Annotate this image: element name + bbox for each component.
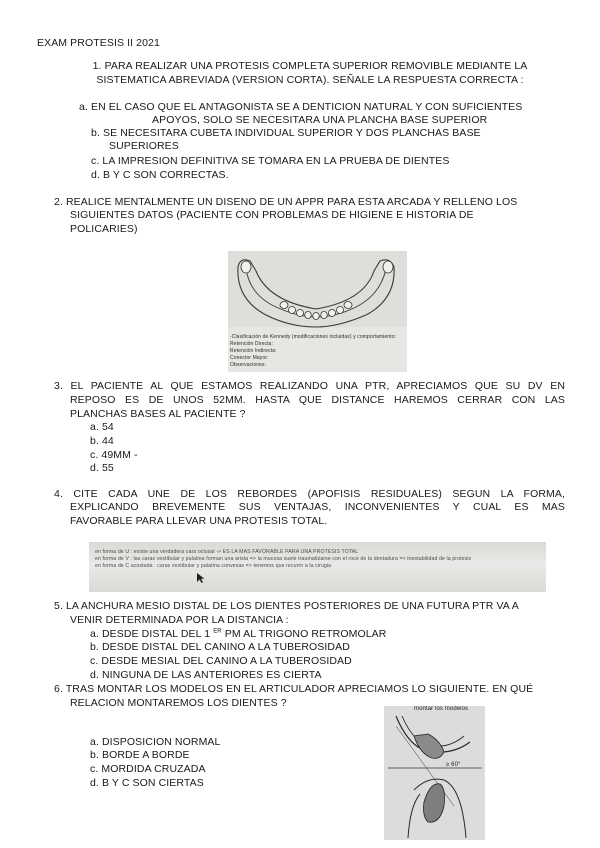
question-5-option-c: c. DESDE MESIAL DEL CANINO A LA TUBEROSIDAD [90,655,352,667]
direct-retention-field: Retención Directa: [230,341,273,347]
question-6-line-1: 6. TRAS MONTAR LOS MODELOS EN EL ARTICULADOR APRECIAMOS LO SIGUIENTE. EN QUÉ [54,683,534,695]
question-6-line-2: RELACION MONTAREMOS LOS DIENTES ? [70,697,287,709]
crossbite-section-drawing [384,706,485,840]
question-5-line-2: VENIR DETERMINADA POR LA DISTANCIA : [70,614,289,626]
question-3-option-d: d. 55 [90,462,114,474]
question-1-option-b: b. SE NECESITARA CUBETA INDIVIDUAL SUPERIOR Y DOS PLANCHAS BASE [91,127,481,139]
c-shape-answer: en forma de C acostada : caras vestibular y palatina convexas => tenemos que recurrir a la cirugia [95,563,332,569]
question-4-line-2: EXPLICANDO BREVEMENTE SUS VENTAJAS, INCONVENIENTES Y CUAL ES MAS [70,501,565,513]
v-shape-answer: en forma de V : las caras vestibular y palatina forman una arista => la mucosa suele traumatizarse con el roce de la dentadura => inestabilidad de la protesis [95,556,472,562]
question-1-option-d: d. B Y C SON CORRECTAS. [91,169,229,181]
question-2-line-2: SIGUIENTES DATOS (PACIENTE CON PROBLEMAS DE HIGIENE E HISTORIA DE [70,209,474,221]
answer-screenshot-photo [89,542,546,592]
question-5-line-1: 5. LA ANCHURA MESIO DISTAL DE LOS DIENTES POSTERIORES DE UNA FUTURA PTR VA A [54,600,519,612]
angle-label: ≥ 60° [446,762,461,768]
question-6-option-a: a. DISPOSICION NORMAL [90,736,221,748]
u-shape-answer: en forma de U : existe una verdadera cara oclusal -> ES LA MAS FAVORABLE PARA UNA PROTESIS TOTAL [95,549,359,555]
question-3-option-a: a. 54 [90,421,114,433]
question-1-option-b-cont: SUPERIORES [109,140,179,152]
question-1-option-c: c. LA IMPRESION DEFINITIVA SE TOMARA EN LA PRUEBA DE DIENTES [91,155,450,167]
question-2-line-3: POLICARIES) [70,223,138,235]
question-1-line-2: SISTEMATICA ABREVIADA (VERSION CORTA). SEÑALE LA RESPUESTA CORRECTA : [96,74,524,86]
question-6-option-d: d. B Y C SON CIERTAS [90,777,204,789]
indirect-retention-field: Retención Indirecta: [230,348,277,354]
question-5-option-d: d. NINGUNA DE LAS ANTERIORES ES CIERTA [90,669,322,681]
question-3-line-3: PLANCHAS BASES AL PACIENTE ? [70,408,246,420]
question-4-line-1: 4. CITE CADA UNE DE LOS REBORDES (APOFISIS RESIDUALES) SEGUN LA FORMA, [54,488,565,500]
question-5-option-a-superscript: ER [213,628,222,635]
observations-field: Observaciones: [230,362,267,368]
articulator-photo-caption: montar los modelos [414,706,469,712]
articulator-photo [384,706,485,840]
question-1-line-1: 1. PARA REALIZAR UNA PROTESIS COMPLETA SUPERIOR REMOVIBLE MEDIANTE LA [92,60,528,72]
question-5-option-a [90,628,386,640]
question-6-option-c: c. MORDIDA CRUZADA [90,763,206,775]
question-6-option-b: b. BORDE A BORDE [90,749,190,761]
question-3-line-2: REPOSO ES DE UNOS 52MM. HASTA QUE DISTANCE HAREMOS CERRAR CON LAS [70,394,565,406]
question-5-option-a-prefix: a. DESDE DISTAL DEL 1 [90,628,211,640]
kennedy-field: -Clasificación de Kennedy (modificaciones incluidas) y comportamiento: [230,334,396,340]
exam-title: EXAM PROTESIS II 2021 [37,37,160,49]
mouse-cursor-icon [196,572,206,584]
question-3-line-1: 3. EL PACIENTE AL QUE ESTAMOS REALIZANDO UNA PTR, APRECIAMOS QUE SU DV EN [54,380,565,392]
arch-photo [228,251,407,372]
question-5-option-a-suffix: PM AL TRIGONO RETROMOLAR [224,628,387,640]
question-4-line-3: FAVORABLE PARA LLEVAR UNA PROTESIS TOTAL. [70,515,328,527]
question-2-line-1: 2. REALICE MENTALMENTE UN DISENO DE UN APPR PARA ESTA ARCADA Y RELLENO LOS [54,196,518,208]
major-connector-field: Conector Mayor: [230,355,269,361]
question-5-option-b: b. DESDE DISTAL DEL CANINO A LA TUBEROSIDAD [90,641,350,653]
question-1-option-a: a. EN EL CASO QUE EL ANTAGONISTA SE A DENTICION NATURAL Y CON SUFICIENTES [79,101,523,113]
question-1-option-a-cont: APOYOS, SOLO SE NECESITARA UNA PLANCHA BASE SUPERIOR [152,114,488,126]
question-3-option-c: c. 49MM - [90,449,138,461]
question-3-option-b: b. 44 [90,435,114,447]
